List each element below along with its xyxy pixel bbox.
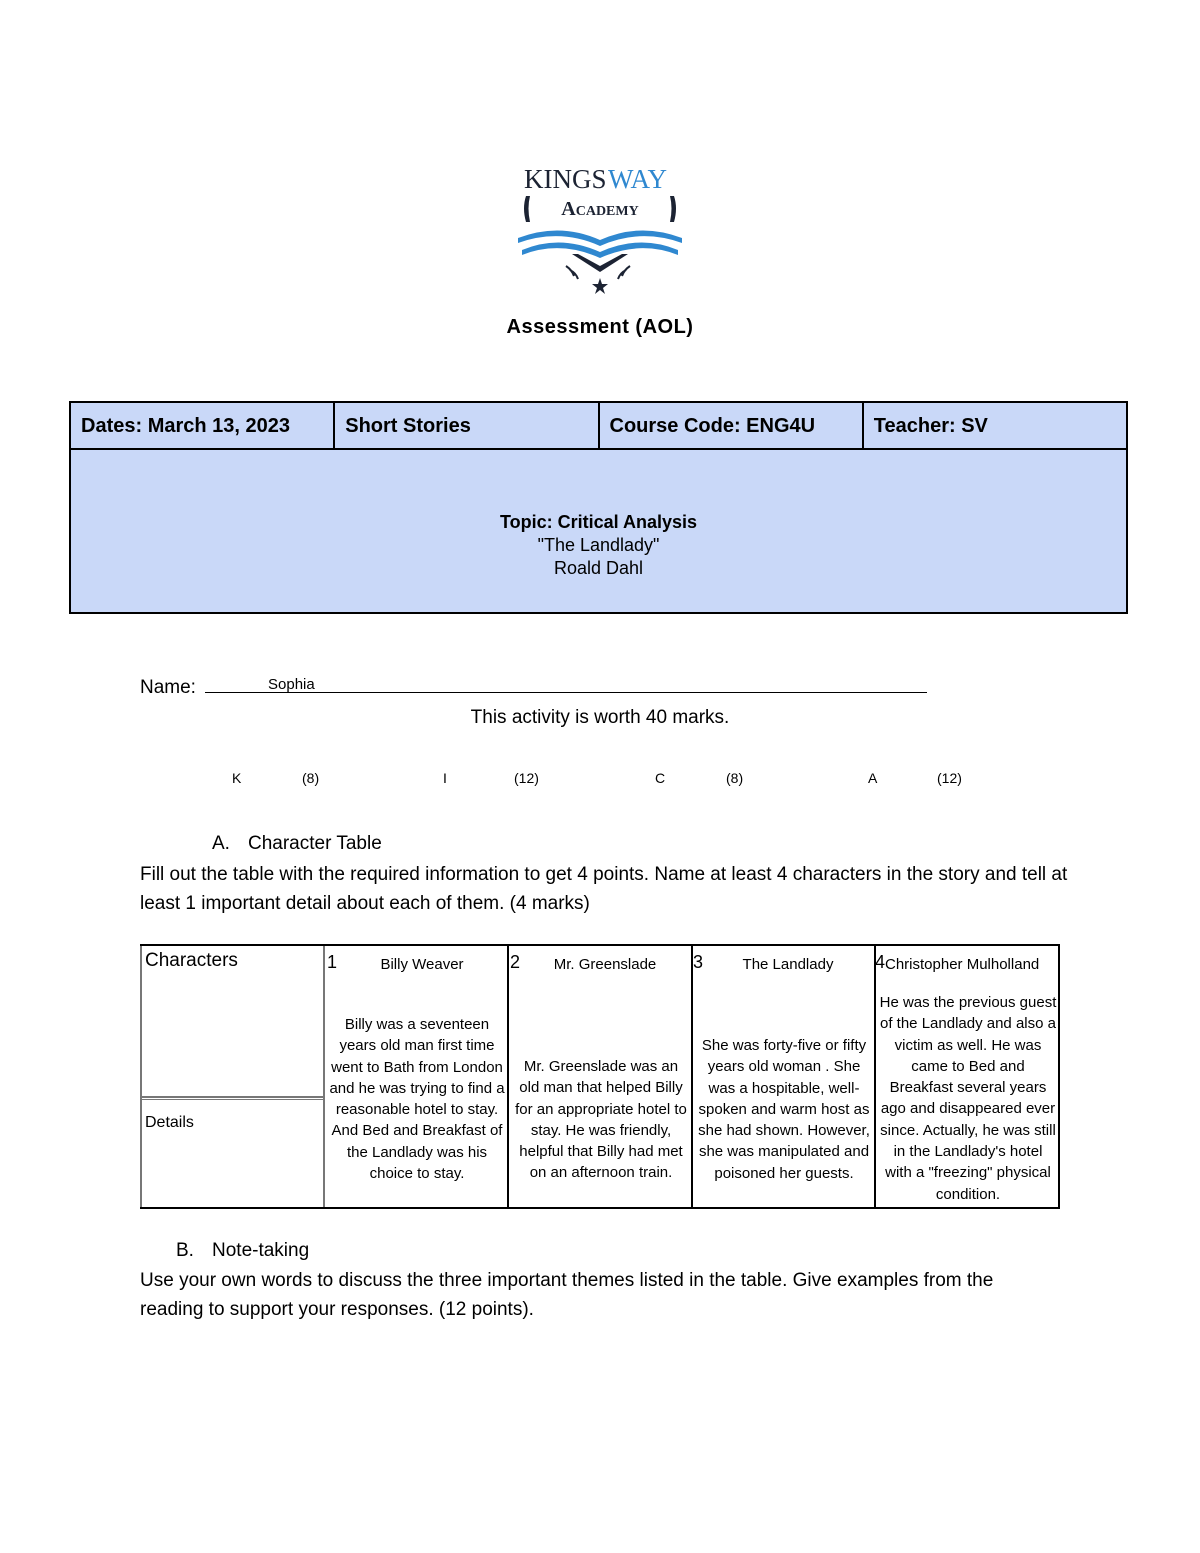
topic-label: Topic: Critical Analysis bbox=[499, 512, 698, 532]
logo-way: WAY bbox=[608, 164, 668, 194]
teacher-cell: Teacher: SV bbox=[873, 415, 988, 437]
col-3-character-name: The Landlady bbox=[742, 956, 834, 973]
details-row-label: Details bbox=[145, 1114, 194, 1131]
col-2-character-detail[interactable]: Mr. Greenslade was an old man that helped Billy for an appropriate hotel to stay. He was friendly, helpful that Billy had met on an afternoon train. bbox=[515, 1058, 687, 1182]
col-2-number: 2 bbox=[510, 952, 521, 972]
document-title: Assessment (AOL) bbox=[506, 316, 694, 338]
logo-academy: Academy bbox=[561, 198, 639, 220]
course-code-cell: Course Code: ENG4U bbox=[600, 403, 864, 448]
col-4-character-name: Christopher Mulholland bbox=[885, 956, 1040, 973]
col-1-character-detail[interactable]: Billy was a seventeen years old man first time went to Bath from London and he was trying to find a reasonable hotel to stay. And Bed and Breakfast of the Landlady was his choice to stay. bbox=[329, 1016, 505, 1183]
section-a-letter: A. bbox=[212, 833, 230, 854]
character-table bbox=[140, 944, 1060, 1209]
mark-category-i: I bbox=[443, 770, 447, 786]
mark-points-i: (12) bbox=[514, 770, 539, 786]
col-3-number: 3 bbox=[693, 952, 704, 972]
section-a-title: Character Table bbox=[248, 833, 382, 854]
section-b-title: Note-taking bbox=[212, 1240, 310, 1261]
characters-row-label: Characters bbox=[145, 950, 238, 971]
section-a-heading bbox=[212, 833, 382, 855]
col-1-number: 1 bbox=[327, 952, 338, 972]
col-4-character-detail[interactable]: He was the previous guest of the Landlady and also a victim as well. He was came to Bed and Breakfast several years ago and disappeared ever since. Actually, he was still in the Landlady's hotel with a "freezing" physical condition. bbox=[879, 994, 1057, 1203]
mark-category-k: K bbox=[232, 770, 242, 786]
col-2-character-name: Mr. Greenslade bbox=[553, 956, 657, 973]
section-b-instructions: Use your own words to discuss the three important themes listed in the table. Give examples from the reading to support your responses. (12 points). bbox=[140, 1270, 994, 1320]
section-b-letter: B. bbox=[176, 1240, 194, 1261]
logo-kings: KINGS bbox=[524, 164, 607, 194]
mark-points-a: (12) bbox=[937, 770, 962, 786]
section-a-instructions: Fill out the table with the required information to get 4 points. Name at least 4 characters in the story and tell at least 1 important detail about each of them. (4 marks) bbox=[140, 864, 1068, 914]
col-3-character-detail[interactable]: She was forty-five or fifty years old woman . She was a hospitable, well-spoken and warm host as she had shown. However, she was manipulated and poisoned her guests. bbox=[698, 1037, 870, 1182]
story-title: "The Landlady" bbox=[537, 535, 660, 555]
info-row bbox=[71, 403, 1126, 450]
name-label: Name: bbox=[140, 677, 202, 698]
col-1-character-name: Billy Weaver bbox=[380, 956, 464, 973]
row-label-column bbox=[140, 946, 325, 1207]
story-author: Roald Dahl bbox=[553, 558, 644, 578]
worth-statement: This activity is worth 40 marks. bbox=[470, 707, 730, 728]
mark-category-c: C bbox=[655, 770, 666, 786]
subject-cell: Short Stories bbox=[335, 403, 599, 448]
topic-block bbox=[71, 511, 1126, 580]
section-b-heading bbox=[176, 1240, 309, 1262]
col-4-number: 4 bbox=[875, 952, 886, 972]
mark-points-k: (8) bbox=[302, 770, 320, 786]
dates-cell: Dates: March 13, 2023 bbox=[71, 403, 335, 448]
name-value: Sophia bbox=[268, 676, 315, 693]
logo-graphic bbox=[510, 160, 690, 300]
academy-logo bbox=[510, 160, 690, 300]
assessment-info-table bbox=[69, 401, 1128, 614]
mark-points-c: (8) bbox=[726, 770, 744, 786]
mark-category-a: A bbox=[868, 770, 878, 786]
name-line bbox=[140, 677, 927, 699]
